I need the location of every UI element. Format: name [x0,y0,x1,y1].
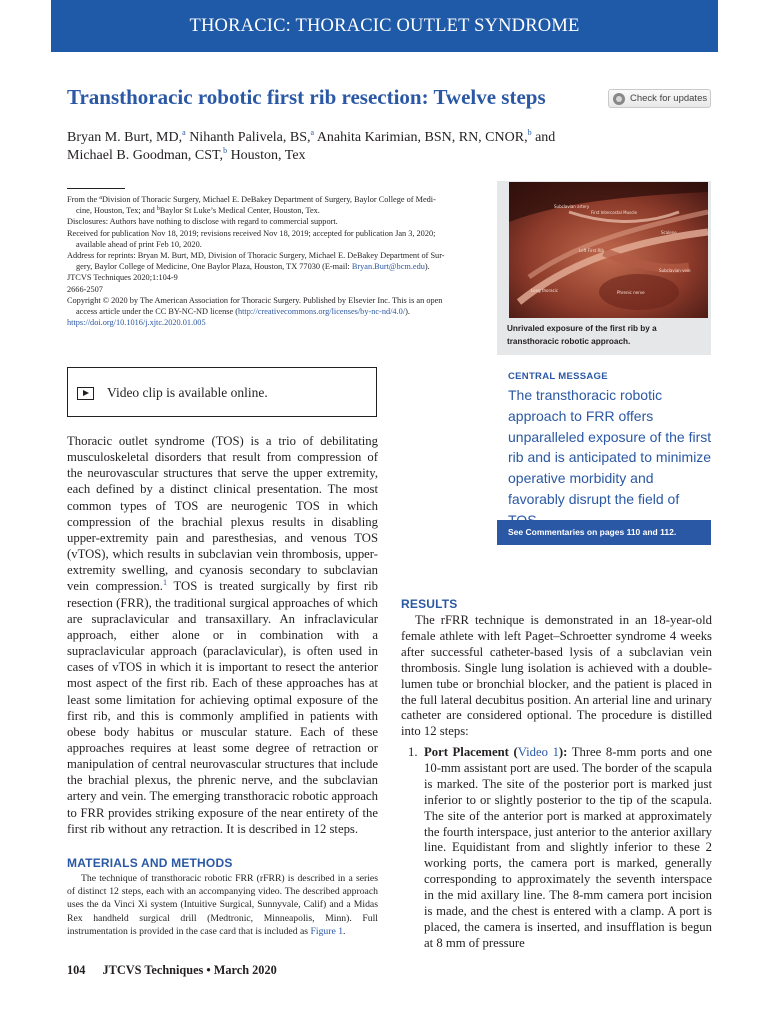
license-link[interactable]: http://creativecommons.org/licenses/by-nc-nd/4.0/ [237,307,406,317]
results-paragraph: The rFRR technique is demonstrated in an 18-year-old female athlete with left Paget–Schroetter syndrome 4 weeks after successful catheter-based lysis of a subclavian vein thrombosis. Single lung isolation is achieved with a double-lumen tube or bronchial blocker, and the patient is placed in the full lateral decubitus position. An arterial line and urinary catheter are considered optional. The procedure is distilled into 12 steps: [401,613,712,739]
reprints-note-cont: gery, Baylor College of Medicine, One Baylor Plaza, Houston, TX 77030 (E-mail: Bryan.Burt@bcm.edu). [76,262,430,272]
page-number: 104 [67,963,86,977]
update-check-icon [613,93,625,105]
reprints-note: Address for reprints: Bryan M. Burt, MD, Division of Thoracic Surgery, Michael E. DeBakey Department of Sur- [67,251,445,261]
svg-text:First Intercostal Muscle: First Intercostal Muscle [591,210,637,215]
authors-conjunction: and [535,130,556,145]
figure-1-link[interactable]: Figure 1 [310,925,344,937]
page-footer [67,963,291,978]
intro-text-cont: TOS is treated surgically by first rib resection (FRR), the traditional surgical approaches of which are supraclavicular and transaxillary. An infraclavicular approach, either alone or in combination with a supraclavicular approach (paraclavicular), is often used in cases of vTOS in which it is important to resect the anterior most aspect of the first rib. Each of these approaches has at least some limitation for achieving optimal exposure of the first rib, and this is commonly amplified in patients with obese body habitus or muscular stature. Each of these approaches requires at least some degree of retraction or manipulation of central neurovascular structures that include the brachial plexus, the phrenic nerve, and the subclavian artery and vein. The emerging transthoracic robotic approach to FRR provides striking exposure of the near entirety of the first rib without any retraction. It is described in 12 steps. [67,579,378,836]
video-1-link[interactable]: Video 1 [517,745,559,759]
affiliation-mark[interactable]: a [182,128,186,137]
issn: 2666-2507 [67,284,103,294]
article-footnotes [67,194,485,328]
doi-link-line [67,317,485,328]
svg-text:Subclavian vein: Subclavian vein [659,268,691,273]
central-message-label: CENTRAL MESSAGE [508,371,608,382]
reference-link[interactable]: 1 [162,578,167,588]
commentaries-text: See Commentaries on pages 110 and 112. [508,527,677,537]
methods-text: The technique of transthoracic robotic FRR (rFRR) is described in a series of distinct 12 steps, each with an accompanying video. The described approach uses the da Vinci Xi system (Intuitive Surgical, Sunnyvale, Calif) and a Midas Rex handheld surgical drill (Medtronic, Minneapolis, Minn). Full instrumentation is provided in the case card that is included as [67,873,378,937]
step-title: Port Placement [424,745,509,759]
svg-text:Subclavian artery: Subclavian artery [554,204,590,209]
affiliation-mark[interactable]: b [527,128,532,137]
copyright-note-cont: access article under the CC BY-NC-ND license (http://creativecommons.org/licenses/by-nc-nd/4.0/). [76,307,410,317]
results-heading: RESULTS [401,597,458,611]
step-text: Three 8-mm ports and one 10-mm assistant port are used. The border of the scapula is marked. The site of the posterior port is marked just inferior to or slightly posterior to the tip of the scapula. The site of the anterior port is marked at approximately the fourth interspace, just anterior to the anterior axillary line. Equidistant from and slightly inferior to these 2 working ports, the camera port is marked, generally corresponding to approximately the seventh interspace in the mid axillary line. The 8-mm camera port incision is made, and the chest is entered with a clamp. A port is placed, the camera is inserted, and insufflation is begun at 8 mm of pressure [424,745,712,950]
central-figure [497,181,711,355]
disclosures-note: Disclosures: Authors have nothing to disclose with regard to commercial support. [67,217,338,227]
affiliation-mark[interactable]: a [310,128,315,137]
author-name: Bryan M. Burt, MD, [67,130,183,145]
author-email-link[interactable]: Bryan.Burt@bcm.edu [351,262,425,272]
section-banner [51,0,718,52]
received-note-cont: available ahead of print Feb 10, 2020. [76,239,202,249]
play-icon[interactable] [77,387,94,400]
author-name: Nihanth Palivela, BS, [189,130,311,145]
affiliation-note: From the $^a$Division of Thoracic Surgery, Michael E. DeBakey Department of Surgery, Baylor College of Medi- [67,195,436,204]
central-message-text: The transthoracic robotic approach to FRR offers unparalleled exposure of the first rib and is anticipated to minimize operative morbidity and favorably disrupt the field of [508,387,712,507]
author-name: Anahita Karimian, BSN, RN, CNOR, [316,130,528,145]
author-location: Houston, Tex [230,148,306,163]
affiliation-mark[interactable]: b [223,146,228,155]
figure-caption: Unrivaled exposure of the first rib by a transthoracic robotic approach. [507,324,657,346]
footnote-divider [67,188,125,189]
video-available-text: Video clip is available online. [107,385,268,400]
received-note: Received for publication Nov 18, 2019; revisions received Nov 18, 2019; accepted for publication Jan 3, 2020; [67,228,436,238]
affiliation-note-cont: cine, Houston, Tex; and $^b$Baylor St Luke’s Medical Center, Houston, Tex. [76,206,320,216]
svg-text:Phrenic nerve: Phrenic nerve [617,290,645,295]
author-name: Michael B. Goodman, CST, [67,148,224,163]
commentaries-bar[interactable] [497,520,711,545]
step-number: 1. [408,745,418,759]
intro-text: Thoracic outlet syndrome (TOS) is a trio of debilitating musculoskeletal disorders that result from compression of the neurovascular structures that serve the upper extremity, each defined by a distinct clinical presentation. The most common types of TOS are neurogenic TOS in which compression of the brachial plexus results in disabling upper-extremity pain and paresthesias, and venous TOS (vTOS), which results in subclavian vein thrombosis, upper-extremity swelling, and cyanosis secondary to subclavian vein compression. [67,434,378,594]
journal-issue: JTCVS Techniques • March 2020 [102,963,277,977]
video-available-box[interactable] [67,367,377,417]
journal-reference: JTCVS Techniques 2020;1:104-9 [67,273,178,283]
check-for-updates-label: Check for updates [630,93,708,104]
intro-paragraph [67,433,378,837]
svg-text:Scalene: Scalene [661,230,677,235]
svg-text:Long thoracic: Long thoracic [531,288,559,293]
article-title: Transthoracic robotic first rib resection: Twelve steps [67,85,546,109]
svg-text:Left First Rib: Left First Rib [579,248,604,253]
section-title: THORACIC: THORACIC OUTLET SYNDROME [189,16,580,36]
check-for-updates-button[interactable] [608,89,711,108]
surgical-photo[interactable] [509,182,708,318]
doi-link[interactable]: https://doi.org/10.1016/j.xjtc.2020.01.005 [67,318,206,328]
step-1-paragraph: Port Placement (Video 1): Three 8-mm ports and one 10-mm assistant port are used. The border of the scapula is marked. The site of the posterior port is marked just inferior to or slightly posterior to the tip of the scapula. The site of the anterior port is marked at approximately the fourth interspace, just anterior to the anterior axillary line. Equidistant from and slightly inferior to these 2 working ports, the camera port is marked, generally corresponding to approximately the seventh interspace in the mid axillary line. The 8-mm camera port incision is made, and the chest is entered with a clamp. A port is placed, the camera is inserted, and insufflation is begun at 8 mm of pressure [424,745,712,950]
methods-heading: MATERIALS AND METHODS [67,856,233,870]
copyright-note: Copyright © 2020 by The American Association for Thoracic Surgery. Published by Elsevier Inc. This is an open [67,295,443,305]
methods-paragraph: The technique of transthoracic robotic FRR (rFRR) is described in a series of distinct 12 steps, each with an accompanying video. The described approach uses the da Vinci Xi system (Intuitive Surgical, Sunnyvale, Calif) and a Midas Rex handheld surgical drill (Medtronic, Minneapolis, Minn). Full instrumentation is provided in the case card that is included as Figure 1. [67,873,378,937]
author-list [67,129,607,165]
